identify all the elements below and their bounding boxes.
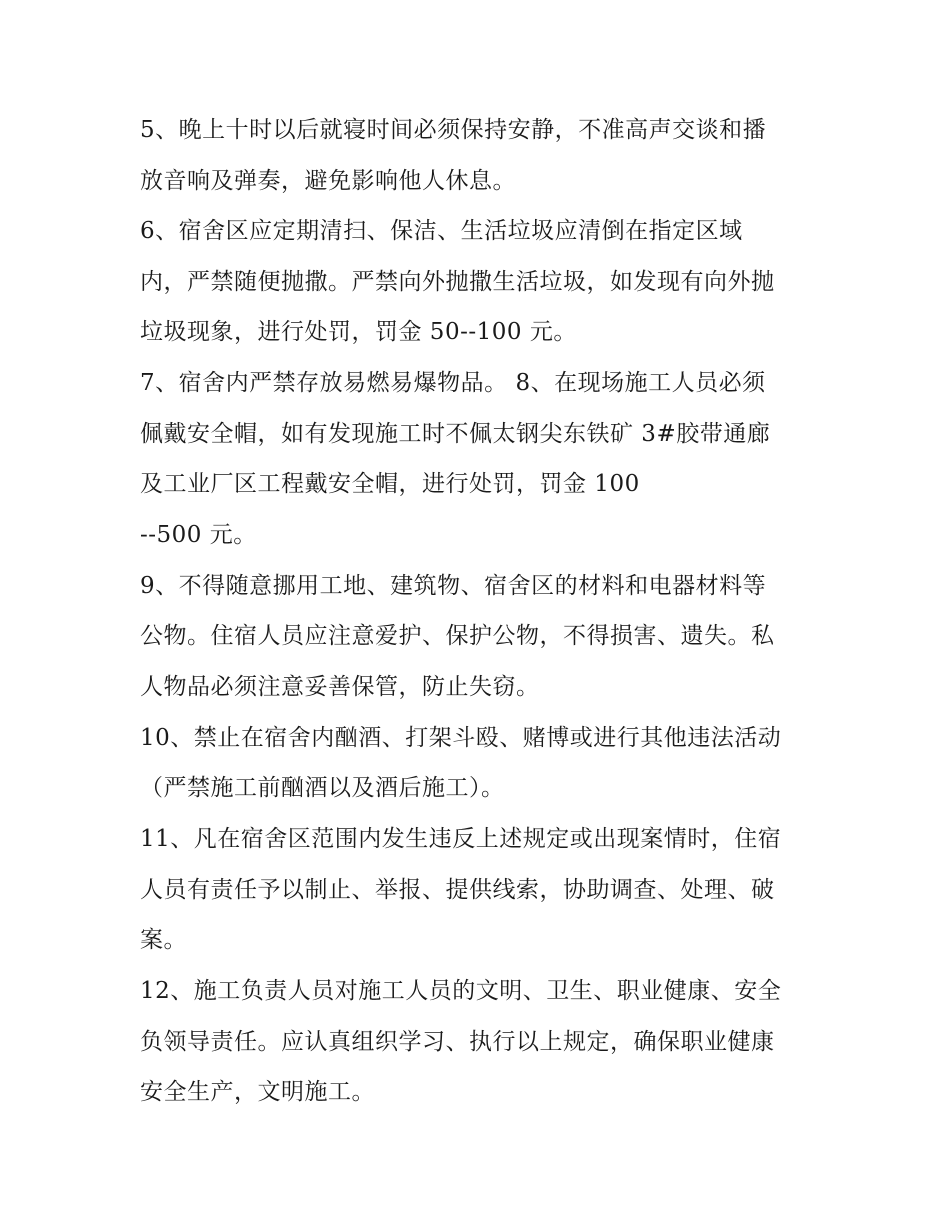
text-line: 安全生产，文明施工。 [140,1079,375,1105]
text-line: （严禁施工前酗酒以及酒后施工）。 [140,775,505,801]
text-line: 7、宿舍内严禁存放易燃易爆物品。 8、在现场施工人员必须 [140,370,766,396]
text-line: 人员有责任予以制止、举报、提供线索，协助调查、处理、破 [140,877,775,903]
text-line: 内，严禁随便抛撒。严禁向外抛撒生活垃圾，如发现有向外抛 [140,269,775,295]
text-line: 6、宿舍区应定期清扫、保洁、生活垃圾应清倒在指定区域 [140,218,743,244]
text-line: 案。 [140,927,187,953]
text-line: 5、晚上十时以后就寝时间必须保持安静，不准高声交谈和播 [140,117,767,143]
text-line: 负领导责任。应认真组织学习、执行以上规定，确保职业健康 [140,1029,775,1055]
text-line: 公物。住宿人员应注意爱护、保护公物，不得损害、遗失。私 [140,623,775,649]
text-line: 垃圾现象，进行处罚，罚金 50--100 元。 [140,319,577,345]
text-line: 12、施工负责人员对施工人员的文明、卫生、职业健康、安全 [140,978,782,1004]
text-line: 10、禁止在宿舍内酗酒、打架斗殴、赌博或进行其他违法活动 [140,725,782,751]
text-line: --500 元。 [140,522,257,548]
text-line: 人物品必须注意妥善保管，防止失窃。 [140,674,540,700]
text-line: 11、凡在宿舍区范围内发生违反上述规定或出现案情时，住宿 [140,826,782,852]
text-line: 及工业厂区工程戴安全帽，进行处罚，罚金 100 [140,471,640,497]
text-line: 放音响及弹奏，避免影响他人休息。 [140,168,516,194]
text-line: 9、不得随意挪用工地、建筑物、宿舍区的材料和电器材料等 [140,573,767,599]
text-line: 佩戴安全帽，如有发现施工时不佩太钢尖东铁矿 3#胶带通廊 [140,421,771,447]
